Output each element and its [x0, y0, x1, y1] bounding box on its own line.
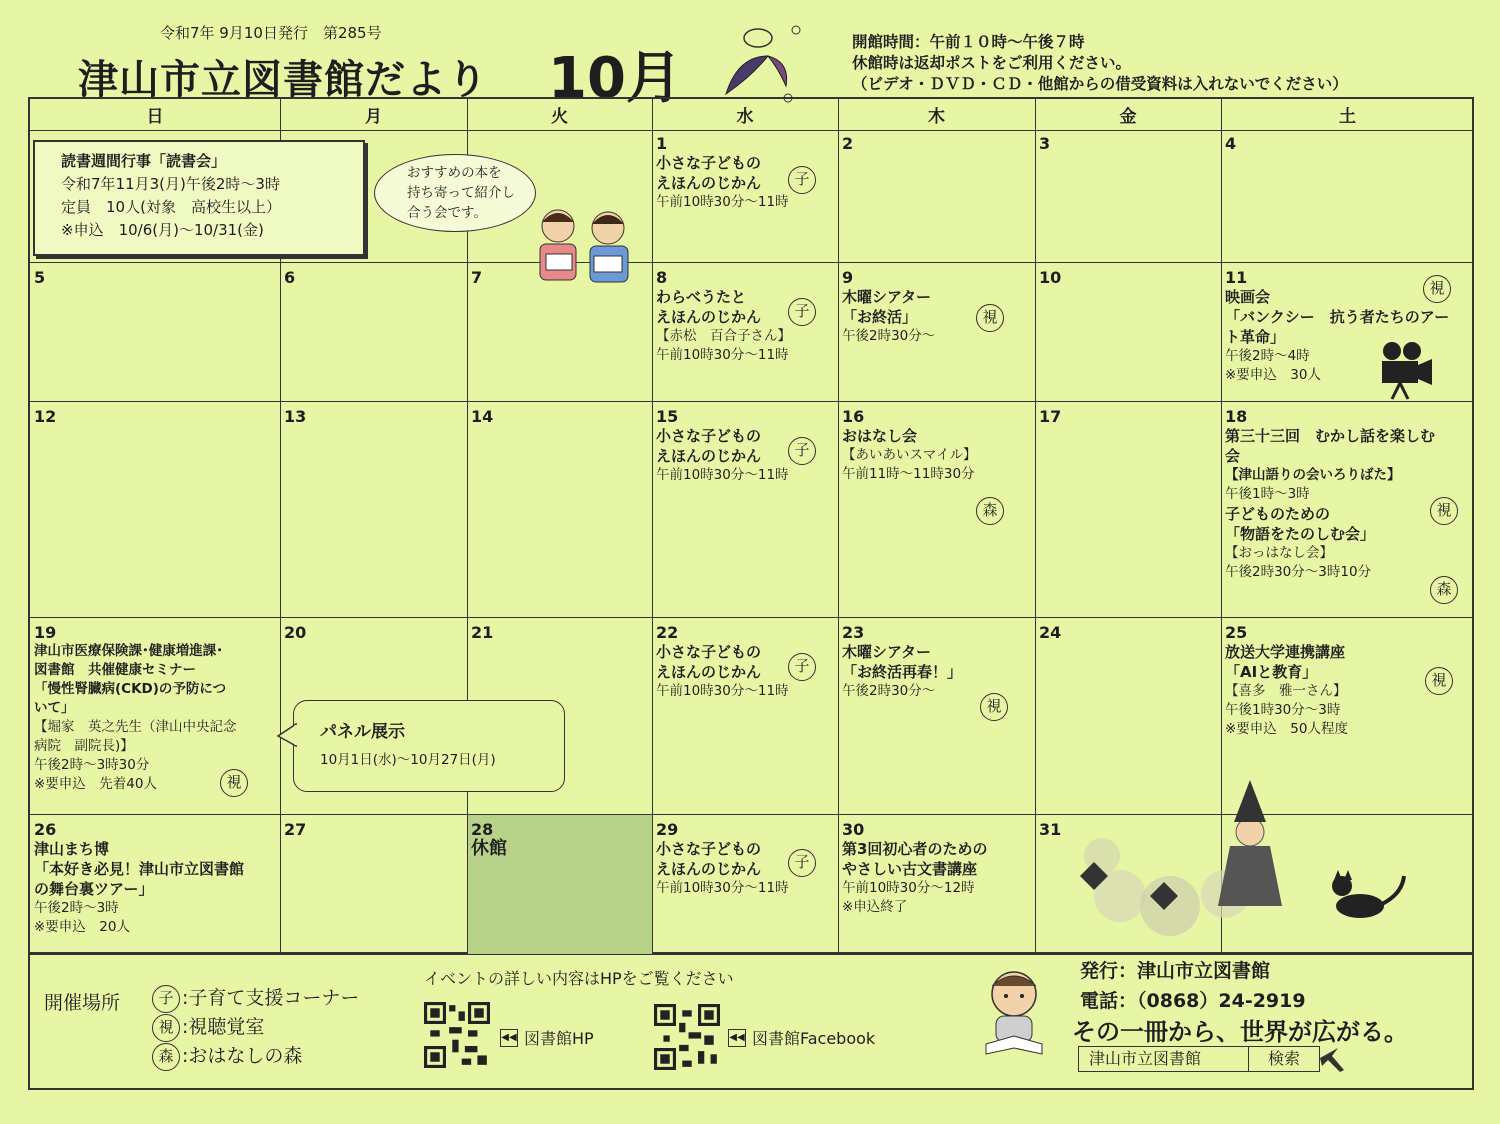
date-cell — [30, 621, 280, 797]
date-cell — [1221, 405, 1474, 585]
closed-label: 休館 — [471, 838, 507, 859]
event-guest: 【あいあいスマイル】 — [842, 447, 977, 463]
date-cell — [467, 818, 511, 862]
month-label: 10月 — [548, 46, 682, 111]
event-title: 小さな子どもの — [656, 643, 762, 661]
bubble-text: おすすめの本を — [407, 165, 502, 181]
event-title: 小さな子どもの — [656, 840, 762, 858]
date-cell — [838, 621, 1035, 704]
venue-mark-shichokaku: 視 — [1423, 275, 1451, 303]
event-note: ※要申込 先着40人 — [34, 776, 157, 792]
date-number: 19 — [34, 623, 57, 642]
speech-bubble — [374, 154, 536, 232]
search-button[interactable]: 検索 — [1267, 1049, 1300, 1068]
event-title: やさしい古文書講座 — [842, 860, 978, 878]
day-tue: 火 — [551, 107, 568, 127]
event-title: 小さな子どもの — [656, 427, 762, 445]
reading-capacity: 定員 10人(対象 高校生以上） — [61, 198, 281, 216]
date-number: 8 — [656, 268, 668, 287]
event-time: 午後2時～3時30分 — [34, 757, 150, 773]
day-sun: 日 — [146, 107, 164, 127]
search-query[interactable]: 津山市立図書館 — [1079, 1047, 1249, 1071]
date-number: 26 — [34, 820, 57, 839]
date-cell — [838, 266, 1035, 349]
event-title: 会 — [1225, 447, 1241, 465]
event-guest: 【おっはなし会】 — [1225, 545, 1333, 561]
venue-mark-kosodate: 子 — [788, 166, 816, 194]
children-reading-illustration — [530, 200, 640, 296]
venue-mark-kosodate: 子 — [788, 849, 816, 877]
slogan: その一冊から、世界が広がる。 — [1072, 1018, 1408, 1046]
event-title: 津山市医療保険課･健康増進課･ — [34, 643, 223, 659]
date-cell — [838, 132, 857, 156]
venue-mark-shichokaku: 視 — [1430, 497, 1458, 525]
date-number: 20 — [284, 623, 307, 642]
grid-line — [30, 262, 1474, 263]
day-wed: 水 — [736, 107, 754, 127]
event-guest: 【津山語りの会いろりばた】 — [1225, 467, 1401, 483]
event-title: 「お終活」 — [842, 308, 918, 326]
day-sat: 土 — [1339, 107, 1356, 127]
panel-exhibit-bubble — [293, 700, 565, 792]
hp-note: イベントの詳しい内容はHPをご覧ください — [424, 969, 734, 988]
event-time: 午前11時～11時30分 — [842, 466, 975, 482]
bubble-pointer — [276, 722, 298, 748]
event-title: 木曜シアター — [842, 643, 931, 661]
date-cell — [467, 621, 497, 645]
panel-dates: 10月1日(水)～10月27日(月) — [320, 752, 496, 768]
event-time: 午後2時～4時 — [1225, 348, 1310, 364]
event-note: ※要申込 30人 — [1225, 367, 1321, 383]
event-title: 子どものための — [1225, 505, 1331, 523]
date-cell — [467, 405, 497, 429]
date-number: 23 — [842, 623, 865, 642]
date-cell — [30, 266, 49, 290]
date-cell — [280, 266, 299, 290]
legend-text: :視聴覚室 — [182, 1016, 265, 1038]
event-guest: 病院 副院長)】 — [34, 738, 134, 754]
event-time: 午後2時30分～3時10分 — [1225, 564, 1372, 580]
event-title: 津山まち博 — [34, 840, 110, 858]
event-title: 図書館 共催健康セミナー — [34, 662, 196, 678]
event-title: 「慢性腎臓病(CKD)の予防につ — [34, 681, 227, 697]
reading-application: ※申込 10/6(月)～10/31(金) — [61, 221, 264, 239]
event-title: わらべうたと — [656, 288, 747, 306]
event-note: ※申込終了 — [842, 899, 908, 915]
date-number: 24 — [1039, 623, 1062, 642]
date-cell — [1035, 405, 1065, 429]
date-number: 15 — [656, 407, 679, 426]
grid-line — [30, 130, 1474, 131]
event-time: 午後2時～3時 — [34, 900, 119, 916]
reading-title: 読書週間行事「読書会」 — [61, 152, 227, 170]
event-time: 午前10時30分～11時 — [656, 467, 789, 483]
date-number: 7 — [471, 268, 483, 287]
event-title: いて」 — [34, 700, 75, 716]
hours-line: （ビデオ・ＤＶＤ・ＣＤ・他館からの借受資料は入れないでください） — [852, 75, 1348, 93]
date-cell — [30, 818, 280, 940]
date-number: 17 — [1039, 407, 1062, 426]
date-cell — [30, 405, 60, 429]
event-title: 映画会 — [1225, 288, 1271, 306]
day-mon: 月 — [365, 107, 382, 127]
event-title: 第3回初心者のための — [842, 840, 988, 858]
event-time: 午後1時～3時 — [1225, 486, 1310, 502]
date-cell — [838, 818, 1035, 920]
newsletter-title: 津山市立図書館だより — [78, 57, 488, 103]
event-title: えほんのじかん — [656, 663, 762, 681]
publisher-name: 発行：津山市立図書館 — [1080, 960, 1271, 982]
event-title: おはなし会 — [842, 427, 918, 445]
date-number: 22 — [656, 623, 679, 642]
publisher-phone: 電話：（0868）24-2919 — [1080, 990, 1306, 1012]
date-number: 27 — [284, 820, 307, 839]
event-title: ト革命」 — [1225, 328, 1286, 346]
date-cell — [280, 621, 310, 645]
event-title: 「物語をたのしむ会」 — [1225, 525, 1376, 543]
venue-mark-ohanashi-mori: 森 — [1430, 576, 1458, 604]
issue-info: 令和7年 9月10日発行 第285号 — [160, 24, 382, 42]
event-guest: 【堀家 英之先生（津山中央記念 — [34, 719, 237, 735]
event-note: ※要申込 50人程度 — [1225, 721, 1348, 737]
panel-title: パネル展示 — [320, 722, 405, 742]
venue-mark-shichokaku: 視 — [980, 693, 1008, 721]
bubble-text: 合う会です。 — [407, 205, 487, 221]
date-number: 4 — [1225, 134, 1237, 153]
date-number: 5 — [34, 268, 46, 287]
date-cell — [467, 266, 486, 290]
event-title: えほんのじかん — [656, 308, 762, 326]
hours-line: 開館時間：午前１０時～午後７時 — [852, 33, 1085, 51]
date-number: 12 — [34, 407, 57, 426]
day-fri: 金 — [1119, 107, 1137, 127]
grid-line — [30, 401, 1474, 402]
link-label: 図書館Facebook — [752, 1029, 876, 1048]
event-title: 第三十三回 むかし話を楽しむ — [1225, 427, 1436, 445]
date-cell — [280, 405, 310, 429]
grid-line — [30, 617, 1474, 618]
rewind-icon: ◀◀ — [728, 1029, 746, 1047]
reading-date: 令和7年11月3(月)午後2時～3時 — [61, 175, 280, 193]
event-guest: 【喜多 雅一さん】 — [1225, 683, 1347, 699]
halloween-illustration — [1060, 776, 1420, 948]
event-guest: 【赤松 百合子さん】 — [656, 328, 791, 344]
event-title: の舞台裏ツアー」 — [34, 880, 154, 898]
event-title: 「お終活再春！」 — [842, 663, 963, 681]
event-time: 午前10時30分～11時 — [656, 347, 789, 363]
date-cell — [838, 405, 1035, 487]
date-cell — [1035, 266, 1065, 290]
date-number: 29 — [656, 820, 679, 839]
hours-line: 休館時は返却ポストをご利用ください。 — [852, 54, 1132, 72]
date-number: 30 — [842, 820, 865, 839]
event-title: 「本好き必見！津山市立図書館 — [34, 860, 245, 878]
event-time: 午前10時30分～11時 — [656, 880, 789, 896]
legend-text: :おはなしの森 — [182, 1045, 303, 1067]
event-title: 「バンクシー 抗う者たちのアー — [1225, 308, 1450, 326]
link-label: 図書館HP — [524, 1029, 594, 1048]
date-number: 1 — [656, 134, 668, 153]
venue-label: 開催場所 — [44, 992, 121, 1014]
event-title: 放送大学連携講座 — [1225, 643, 1346, 661]
venue-mark-kosodate: 子 — [788, 437, 816, 465]
date-cell — [1035, 132, 1054, 156]
date-number: 25 — [1225, 623, 1248, 642]
date-number: 18 — [1225, 407, 1248, 426]
legend-mark-kosodate: 子 — [152, 985, 180, 1013]
event-time: 午後1時30分～3時 — [1225, 702, 1341, 718]
event-time: 午後2時30分～ — [842, 328, 936, 344]
event-title: えほんのじかん — [656, 174, 762, 192]
date-number: 10 — [1039, 268, 1062, 287]
venue-mark-shichokaku: 視 — [976, 304, 1004, 332]
date-number: 2 — [842, 134, 854, 153]
footer-frame — [28, 954, 1474, 1090]
date-number: 14 — [471, 407, 494, 426]
date-number: 21 — [471, 623, 494, 642]
date-number: 13 — [284, 407, 307, 426]
date-number: 3 — [1039, 134, 1051, 153]
date-number: 16 — [842, 407, 865, 426]
date-number: 28 — [471, 820, 494, 839]
bubble-text: 持ち寄って紹介し — [407, 185, 515, 201]
movie-camera-icon — [1376, 339, 1436, 401]
event-time: 午前10時30分～11時 — [656, 194, 789, 210]
legend-text: :子育て支援コーナー — [182, 987, 360, 1009]
event-title: えほんのじかん — [656, 447, 762, 465]
event-title: 「AIと教育」 — [1225, 663, 1318, 681]
event-title: えほんのじかん — [656, 860, 762, 878]
rewind-icon: ◀◀ — [500, 1029, 518, 1047]
legend-mark-ohanashi-mori: 森 — [152, 1043, 180, 1071]
reading-event-box — [33, 140, 365, 256]
day-thu: 木 — [928, 107, 945, 127]
date-number: 6 — [284, 268, 296, 287]
opening-hours — [852, 32, 1348, 95]
date-cell — [1221, 132, 1240, 156]
event-note: ※要申込 20人 — [34, 919, 130, 935]
event-time: 午前10時30分～12時 — [842, 880, 975, 896]
date-number: 9 — [842, 268, 854, 287]
sweet-potato-illustration — [718, 16, 808, 104]
venue-mark-kosodate: 子 — [788, 298, 816, 326]
event-title: 木曜シアター — [842, 288, 931, 306]
event-title: 小さな子どもの — [656, 154, 762, 172]
venue-mark-shichokaku: 視 — [220, 769, 248, 797]
date-cell — [280, 818, 310, 842]
date-cell — [1035, 621, 1065, 645]
legend-mark-shichokaku: 視 — [152, 1014, 180, 1042]
date-number: 31 — [1039, 820, 1062, 839]
event-time: 午前10時30分～11時 — [656, 683, 789, 699]
venue-mark-shichokaku: 視 — [1425, 667, 1453, 695]
venue-mark-kosodate: 子 — [788, 653, 816, 681]
event-time: 午後2時30分～ — [842, 683, 936, 699]
date-number: 11 — [1225, 268, 1248, 287]
venue-mark-ohanashi-mori: 森 — [976, 497, 1004, 525]
